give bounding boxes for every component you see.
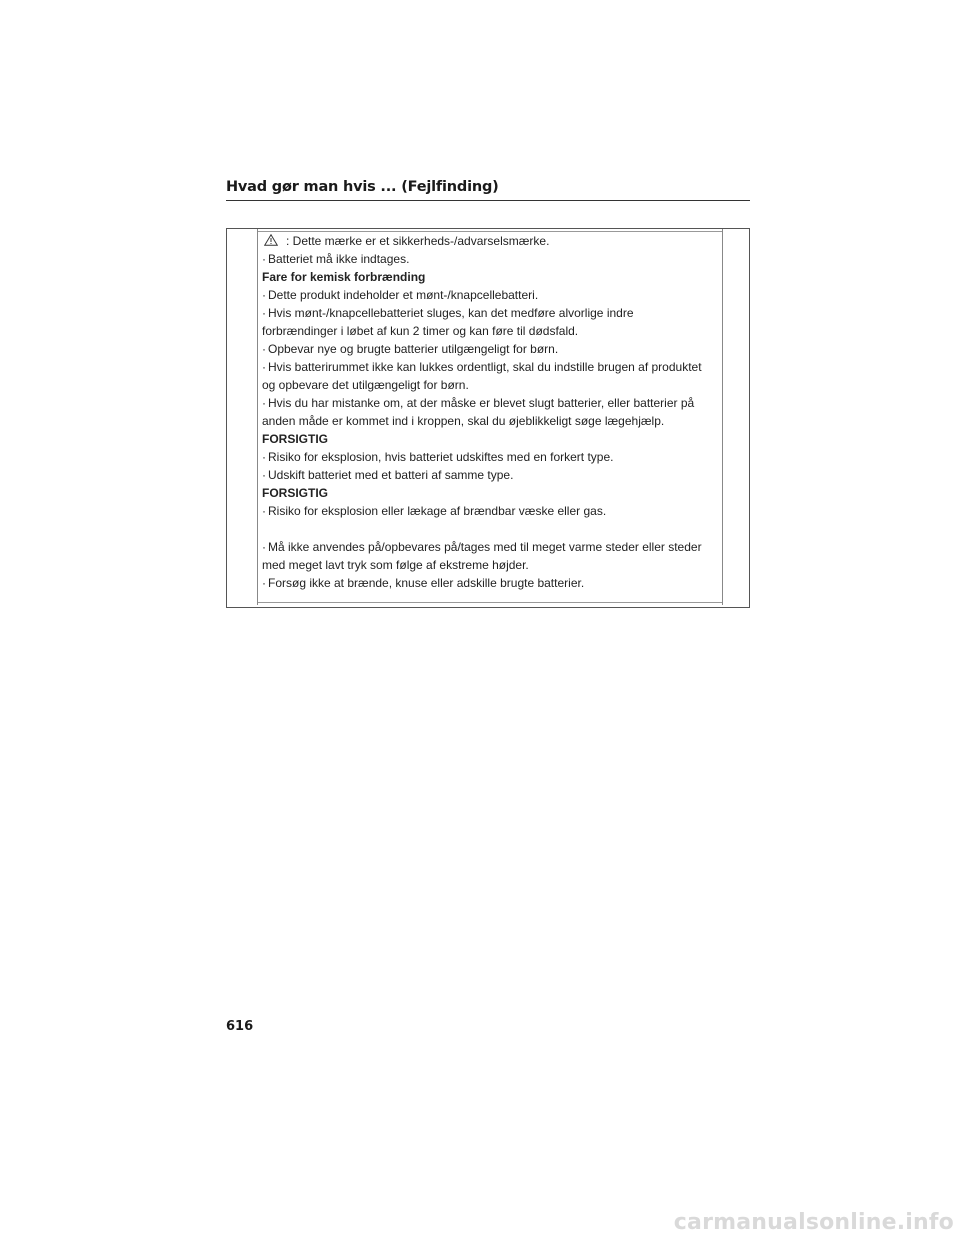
label-heading [262,268,720,286]
bullet-glyph: · [262,252,266,266]
label-line-text: anden måde er kommet ind i kroppen, skal du øjeblikkeligt søge lægehjælp. [262,414,665,428]
label-line-text: Dette produkt indeholder et mønt-/knapcellebatteri. [268,288,539,302]
label-line [262,394,720,412]
label-line [262,448,720,466]
bullet-glyph: · [262,504,266,518]
label-line [262,574,720,592]
label-line [262,556,720,574]
label-line [262,322,720,340]
bullet-glyph: · [262,288,266,302]
label-line-text: forbrændinger i løbet af kun 2 timer og kan føre til dødsfald. [262,324,579,338]
label-line [262,250,720,268]
warning-triangle-icon [264,234,278,246]
label-line [262,466,720,484]
label-spacer [262,520,720,538]
label-line-text: Må ikke anvendes på/opbevares på/tages med til meget varme steder eller steder [268,540,702,554]
label-line-text: Udskift batteriet med et batteri af samme type. [268,468,514,482]
label-line-text: Hvis batterirummet ikke kan lukkes ordentligt, skal du indstille brugen af produktet [268,360,702,374]
bullet-glyph: · [262,450,266,464]
label-line-text: FORSIGTIG [262,432,328,446]
warning-symbol-text: : Dette mærke er et sikkerheds-/advarselsmærke. [286,234,550,248]
battery-warning-label-inner [257,229,723,605]
battery-warning-label [226,228,750,608]
label-line-text: Risiko for eksplosion, hvis batteriet udskiftes med en forkert type. [268,450,614,464]
label-line-text: Batteriet må ikke indtages. [268,252,410,266]
label-line [262,538,720,556]
label-line-text: med meget lavt tryk som følge af ekstreme højder. [262,558,529,572]
bullet-glyph: · [262,540,266,554]
label-line [262,358,720,376]
bullet-glyph: · [262,468,266,482]
label-line-text: Opbevar nye og brugte batterier utilgængeligt for børn. [268,342,559,356]
label-line-text: Fare for kemisk forbrænding [262,270,426,284]
label-line [262,502,720,520]
label-line-text: Forsøg ikke at brænde, knuse eller adskille brugte batterier. [268,576,585,590]
label-heading [262,484,720,502]
label-text-block [262,232,720,592]
label-line-text: Hvis mønt-/knapcellebatteriet sluges, kan det medføre alvorlige indre [268,306,634,320]
bullet-glyph: · [262,360,266,374]
label-line-text: og opbevare det utilgængeligt for børn. [262,378,469,392]
label-line [262,286,720,304]
bullet-glyph: · [262,396,266,410]
page-header [226,178,750,201]
label-heading [262,430,720,448]
watermark: carmanualsonline.info [673,1210,954,1235]
page-number: 616 [226,1019,254,1034]
label-line [262,376,720,394]
label-line-text: Risiko for eksplosion eller lækage af brændbar væske eller gas. [268,504,607,518]
warning-symbol-line [262,232,720,250]
label-line [262,304,720,322]
bullet-glyph: · [262,306,266,320]
bullet-glyph: · [262,576,266,590]
label-line [262,340,720,358]
bullet-glyph: · [262,342,266,356]
label-line-text: FORSIGTIG [262,486,328,500]
page-title: Hvad gør man hvis ... (Fejlfinding) [226,179,499,195]
label-line-text: Hvis du har mistanke om, at der måske er blevet slugt batterier, eller batterier på [268,396,695,410]
label-line [262,412,720,430]
